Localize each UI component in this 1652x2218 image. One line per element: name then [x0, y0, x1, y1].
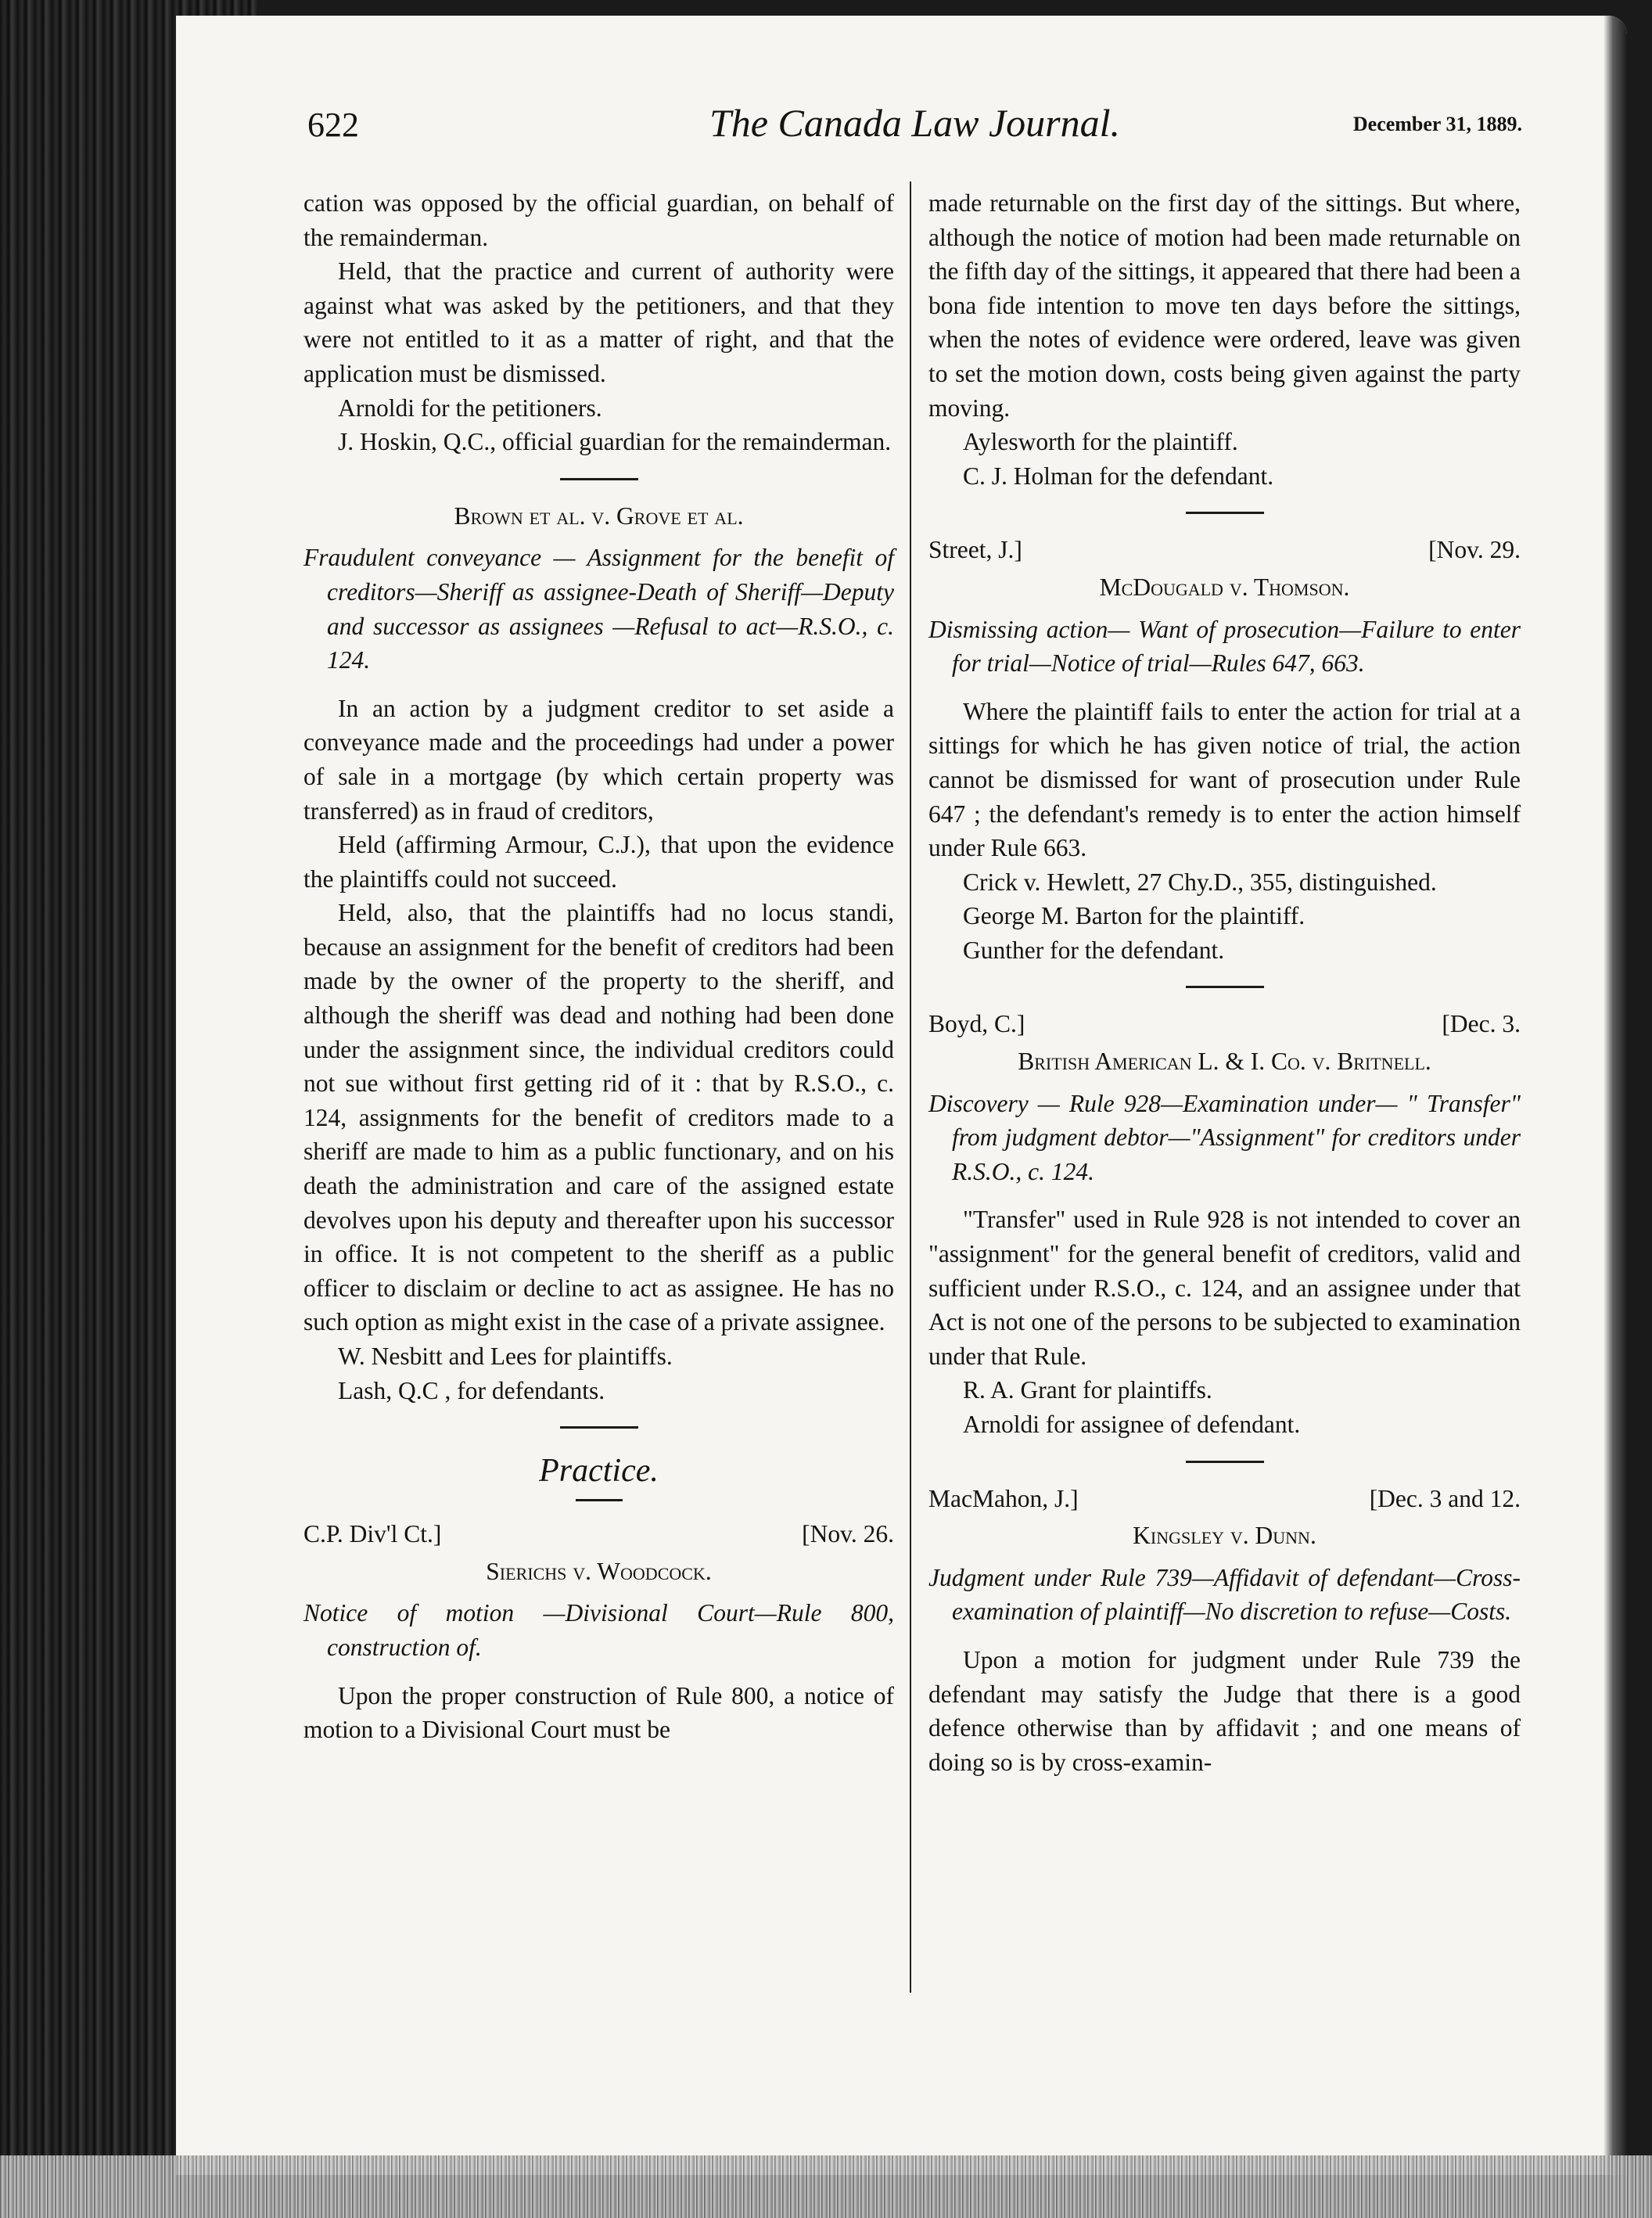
paragraph: Where the plaintiff fails to enter the action for trial at a sittings for which he has given notice of trial, the action cannot be dismissed for want of prosecution under Rule 647 ; the defendant's remedy is to enter the action himself under Rule 663. [928, 697, 1521, 862]
section-rule [560, 1426, 638, 1429]
section-rule [1186, 1461, 1264, 1463]
court-line [928, 1007, 1521, 1041]
paragraph: Upon the proper construction of Rule 800, a notice of motion to a Divisional Court must be [303, 1681, 894, 1744]
court-line [303, 1517, 894, 1551]
counsel-line: C. J. Holman for the defendant. [963, 462, 1274, 490]
left-column [303, 186, 894, 1747]
page-number: 622 [307, 106, 359, 144]
counsel-line: George M. Barton for the plaintiff. [963, 902, 1305, 930]
case-title: Kingsley v. Dunn. [1133, 1522, 1316, 1550]
counsel-line: Gunther for the defendant. [963, 936, 1225, 964]
journal-title: The Canada Law Journal. [709, 101, 1121, 145]
case-title: Sierichs v. Woodcock. [486, 1557, 712, 1585]
counsel-line: Lash, Q.C , for defendants. [338, 1376, 605, 1404]
paragraph: made returnable on the first day of the sittings. But where, although the notice of motion had been made returnable on the fifth day of the sittings, it appeared that there had been a bona fide intention to move ten days before the sittings, when the notes of evidence were ordered, leave was given to set the motion down, costs being given against the party moving. [928, 189, 1521, 422]
section-rule [560, 478, 638, 480]
counsel-line: R. A. Grant for plaintiffs. [963, 1376, 1212, 1404]
court-line [928, 1482, 1521, 1516]
court-name: C.P. Div'l Ct.] [303, 1520, 442, 1548]
section-heading: Practice. [539, 1453, 659, 1490]
decision-date: [Dec. 3 and 12. [1369, 1484, 1521, 1512]
headnote: Fraudulent conveyance — Assignment for the benefit of creditors—Sheriff as assignee-Death of Sheriff—Deputy and successor as assignees —Refusal to act—R.S.O., c. 124. [303, 544, 894, 674]
citation: Crick v. Hewlett, 27 Chy.D., 355, distinguished. [963, 868, 1437, 896]
decision-date: [Dec. 3. [1442, 1010, 1521, 1038]
case-title: McDougald v. Thomson. [1099, 573, 1350, 601]
counsel-line: Arnoldi for assignee of defendant. [963, 1411, 1301, 1438]
court-name: Boyd, C.] [928, 1010, 1025, 1038]
counsel-line: Aylesworth for the plaintiff. [963, 428, 1238, 456]
case-title: Brown et al. v. Grove et al. [454, 501, 744, 530]
page-curl-edge [1604, 16, 1627, 2175]
right-column [928, 186, 1521, 1779]
page-header [307, 100, 1522, 163]
case-title: British American L. & I. Co. v. Britnell. [1018, 1048, 1431, 1076]
paragraph: Held (affirming Armour, C.J.), that upon the evidence the plaintiffs could not succeed. [303, 831, 894, 893]
court-name: Street, J.] [928, 536, 1022, 564]
paragraph: Upon a motion for judgment under Rule 739 the defendant may satisfy the Judge that there is a good defence otherwise than by affidavit ; and one means of doing so is by cross-examin- [928, 1645, 1521, 1776]
paragraph: Held, also, that the plaintiffs had no locus standi, because an assignment for the benefit of creditors had been made by the owner of the property to the sheriff, and although the sheriff was dead and nothing had been done under the assignment since, the individual creditors could not sue without first getting rid of it : that by R.S.O., c. 124, assignments for the benefit of creditors made to a sheriff are made to him as a public functionary, and on his death the administration and care of the assigned estate devolves upon his deputy and thereafter upon his successor in office. It is not competent to the sheriff as a public officer to disclaim or decline to act as assignee. He has no such option as might exist in the case of a private assignee. [303, 899, 894, 1336]
counsel-line: J. Hoskin, Q.C., official guardian for the remainderman. [338, 428, 892, 456]
counsel-line: W. Nesbitt and Lees for plaintiffs. [338, 1343, 673, 1370]
decision-date: [Nov. 29. [1428, 536, 1521, 564]
court-name: MacMahon, J.] [928, 1484, 1079, 1512]
decision-date: [Nov. 26. [802, 1520, 894, 1548]
paragraph: "Transfer" used in Rule 928 is not intended to cover an "assignment" for the general benefit of creditors, valid and sufficient under R.S.O., c. 124, and an assignee under that Act is not one of the persons to be subjected to examination under that Rule. [928, 1206, 1521, 1370]
paragraph: Held, that the practice and current of authority were against what was asked by the petitioners, and that they were not entitled to it as a matter of right, and that the application must be dismissed. [303, 257, 894, 387]
scan-bottom-edge [0, 2155, 1652, 2218]
headnote: Dismissing action— Want of prosecution—Failure to enter for trial—Notice of trial—Rules 647, 663. [928, 615, 1521, 678]
headnote: Discovery — Rule 928—Examination under— " Transfer" from judgment debtor—"Assignment" for creditors under R.S.O., c. 124. [928, 1089, 1521, 1185]
issue-date: December 31, 1889. [1352, 113, 1522, 135]
section-rule [1186, 512, 1264, 514]
court-line [928, 533, 1521, 567]
section-rule [576, 1499, 623, 1501]
headnote: Notice of motion —Divisional Court—Rule 800, construction of. [303, 1599, 894, 1661]
section-rule [1186, 986, 1264, 988]
paragraph: In an action by a judgment creditor to set aside a conveyance made and the proceedings had under a power of sale in a mortgage (by which certain property was transferred) as in fraud of creditors, [303, 694, 894, 825]
counsel-line: Arnoldi for the petitioners. [338, 394, 602, 422]
headnote: Judgment under Rule 739—Affidavit of defendant—Cross-examination of plaintiff—No discretion to refuse—Costs. [928, 1563, 1521, 1626]
column-divider [910, 182, 911, 1993]
paragraph: cation was opposed by the official guardian, on behalf of the remainderman. [303, 189, 894, 251]
